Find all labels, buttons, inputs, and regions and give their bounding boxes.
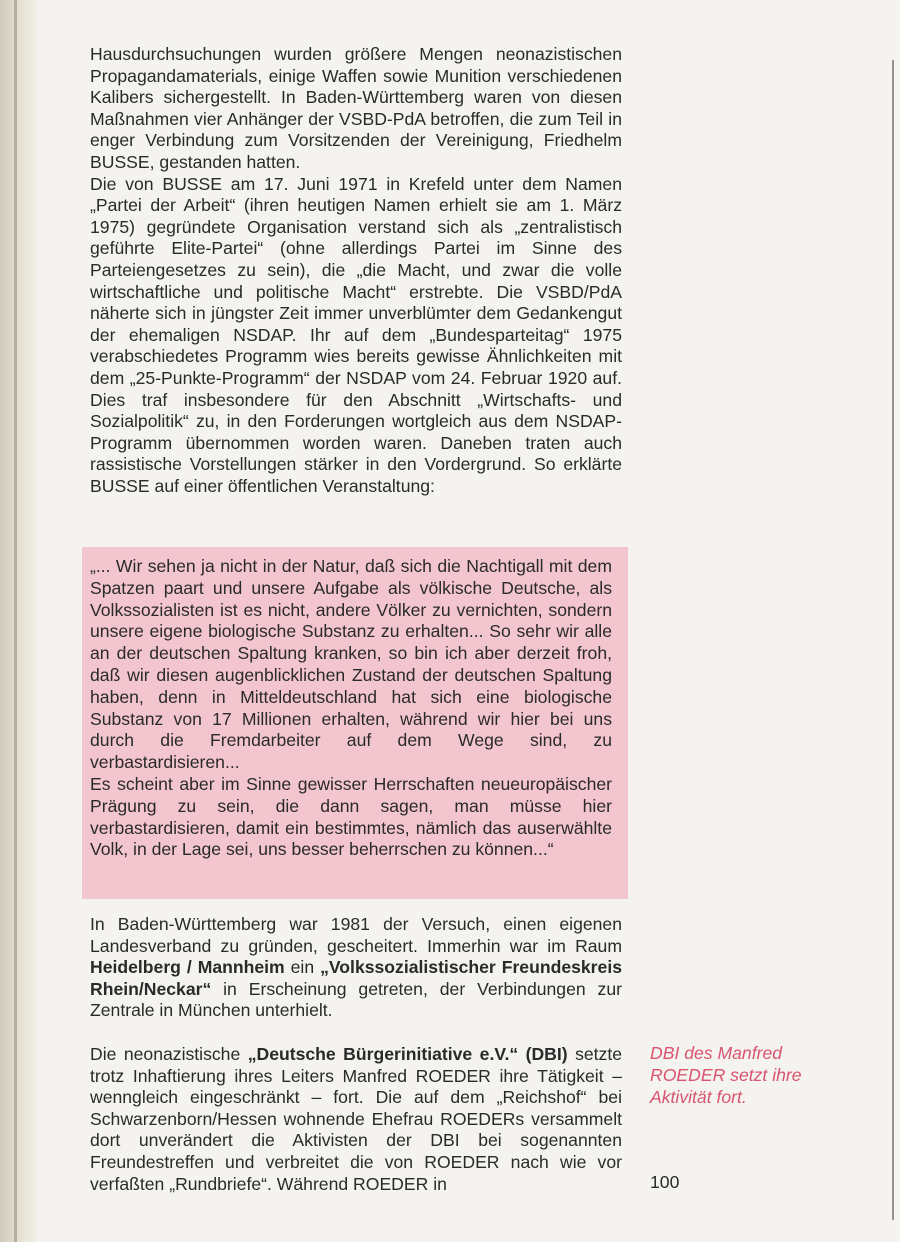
paragraph-dbi: [90, 1044, 622, 1195]
text-segment: in Erscheinung getreten, der Verbindungen zur Zentrale in München unterhielt.: [90, 978, 622, 1021]
binding-edge-line: [14, 0, 17, 1242]
margin-note: DBI des Manfred ROEDER setzt ihre Aktivität fort.: [650, 1043, 802, 1107]
paragraph-busse-organisation: Die von BUSSE am 17. Juni 1971 in Krefeld unter dem Namen „Partei der Arbeit“ (ihren heutigen Namen erhielt sie am 1. März 1975) gegründete Organisation verstand sich als „zentralistisch geführte Elite-Partei“ (ohne allerdings Partei im Sinne des Parteiengesetzes zu sein), die „die Macht, und zwar die volle wirtschaftliche und politische Macht“ erstrebte. Die VSBD/PdA näherte sich in jüngster Zeit immer unverblümter dem Gedankengut der ehemaligen NSDAP. Ihr auf dem „Bundesparteitag“ 1975 verabschiedetes Programm wies bereits gewisse Ähnlichkeiten mit dem „25-Punkte-Programm“ der NSDAP vom 24. Februar 1920 auf. Dies traf insbesondere für den Abschnitt „Wirtschafts- und Sozialpolitik“ zu, in den Forderungen wortgleich aus dem NSDAP-Programm übernommen worden waren. Daneben traten auch rassistische Vorstellungen stärker in den Vordergrund. So erklärte BUSSE auf einer öffentlichen Veranstaltung:: [90, 173, 622, 496]
paragraph-search-results: Hausdurchsuchungen wurden größere Mengen neonazistischen Propagandamaterials, einige Waffen sowie Munition verschiedenen Kalibers sichergestellt. In Baden-Württemberg waren von diesen Maßnahmen vier Anhänger der VSBD-PdA betroffen, die zum Teil in enger Verbindung zum Vorsitzenden der Vereinigung, Friedhelm BUSSE, gestanden hatten.: [90, 44, 622, 172]
busse-quote: [90, 556, 612, 861]
text-segment: Die neonazistische: [90, 1044, 248, 1064]
quote-part-2: Es scheint aber im Sinne gewisser Herrschaften neueuropäischer Prägung zu sein, die dann sagen, man müsse hier verbastardisieren, damit ein bestimmtes, nämlich das auserwählte Volk, in der Lage sei, uns besser beherrschen zu können...“: [90, 773, 612, 860]
book-binding: [0, 0, 38, 1242]
bold-organisation: „Volkssozialistischer Freundeskreis Rhein/Neckar“: [90, 957, 622, 999]
quote-part-1: „... Wir sehen ja nicht in der Natur, daß sich die Nachtigall mit dem Spatzen paart und unsere Aufgabe als völkische Deutsche, als Volkssozialisten ist es nicht, andere Völker zu vernichten, sondern unsere eigene biologische Substanz zu erhalten... So sehr wir alle an der deutschen Spaltung kranken, so bin ich aber derzeit froh, daß wir diesen augenblicklichen Zustand der deutschen Spaltung haben, denn in Mitteldeutschland hat sich eine biologische Substanz von 17 Millionen erhalten, während wir hier bei uns durch die Fremdarbeiter auf dem Wege sind, zu verbastardisieren...: [90, 556, 612, 773]
page-number: 100: [650, 1172, 680, 1192]
page-right-edge: [892, 60, 894, 1220]
bold-location: Heidelberg / Mannheim: [90, 957, 285, 978]
paragraph-baden-wuerttemberg: [90, 914, 622, 1022]
main-text-top: [90, 44, 622, 497]
text-segment: ein: [284, 957, 321, 978]
paragraph-landesverband: [90, 914, 622, 1022]
text-segment: setzte trotz Inhaftierung ihres Leiters Manfred ROEDER ihre Tätigkeit – wenngleich eingeschränkt – fort. Die auf dem „Reichshof“ bei Schwarzenborn/Hessen wohnende Ehefrau ROEDERs versammelt dort unverändert die Aktivisten der DBI bei sogenannten Freundestreffen und verbreitet die von ROEDER nach wie vor verfaßten „Rundbriefe“. Während ROEDER in: [90, 1044, 623, 1194]
bold-dbi: „Deutsche Bürgerinitiative e.V.“ (DBI): [247, 1044, 568, 1064]
text-segment: In Baden-Württemberg war 1981 der Versuch, einen eigenen Landesverband zu gründen, gescheitert. Immerhin war im Raum: [90, 914, 622, 956]
paragraph-roeder: [90, 1044, 622, 1195]
